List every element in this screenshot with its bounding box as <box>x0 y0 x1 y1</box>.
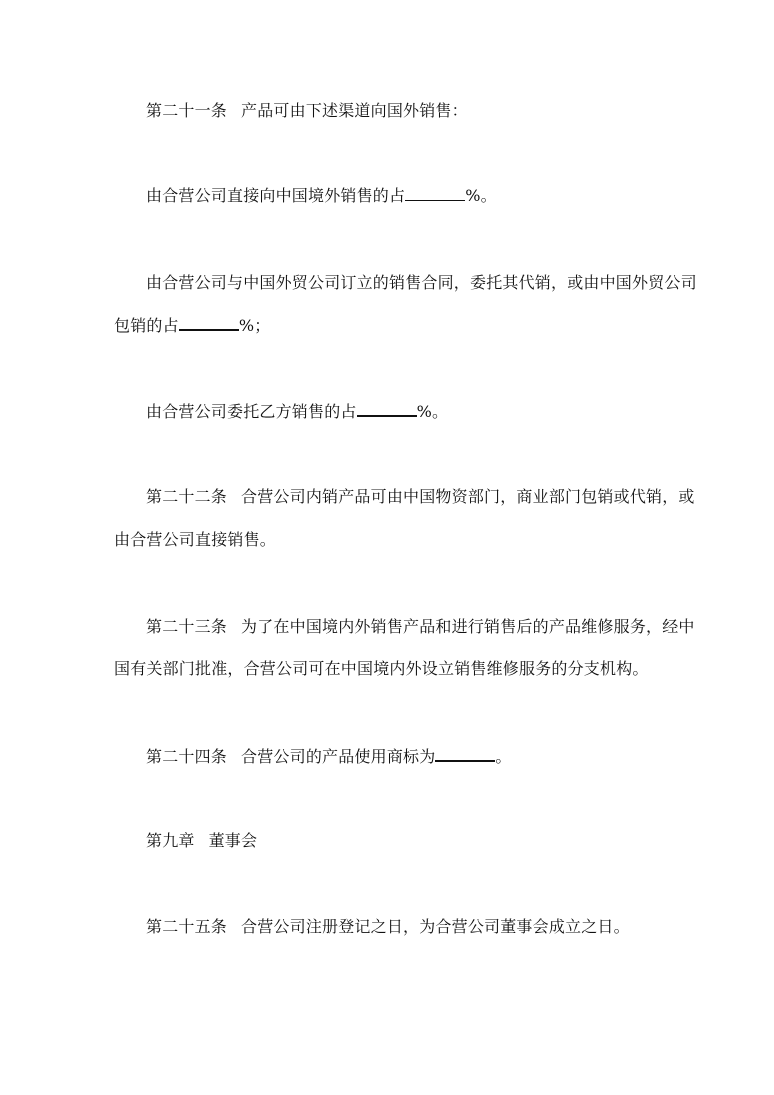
fill-in-blank <box>435 746 495 762</box>
chapter-9-heading <box>146 831 257 851</box>
article-number: 第二十二条 <box>146 487 228 506</box>
article-23-heading <box>146 617 695 637</box>
chapter-number: 第九章 <box>146 831 195 850</box>
channel-party-b-sales <box>146 401 448 422</box>
article-24-heading <box>146 746 512 767</box>
period-suffix: 。 <box>495 747 512 766</box>
article-text: 为了在中国境内外销售产品和进行销售后的产品维修服务，经中 <box>241 617 695 636</box>
article-number: 第二十一条 <box>146 101 228 120</box>
article-number: 第二十四条 <box>146 747 228 766</box>
percent-suffix: %； <box>238 316 271 335</box>
article-21-heading <box>146 101 468 121</box>
article-25-heading <box>146 917 630 937</box>
article-22-continued <box>114 530 276 550</box>
article-text: 合营公司内销产品可由中国物资部门，商业部门包销或代销，或 <box>241 487 695 506</box>
percent-suffix: %。 <box>465 186 497 205</box>
paragraph-text: 由合营公司委托乙方销售的占 <box>146 402 357 421</box>
article-text: 产品可由下述渠道向国外销售： <box>241 101 468 120</box>
channel-agency-sales <box>146 273 697 293</box>
article-23-continued <box>114 659 649 679</box>
paragraph-text: 国有关部门批准，合营公司可在中国境内外设立销售维修服务的分支机构。 <box>114 659 649 678</box>
paragraph-text: 包销的占 <box>114 316 179 335</box>
fill-in-blank <box>179 315 239 331</box>
paragraph-text: 由合营公司直接销售。 <box>114 530 277 549</box>
channel-agency-sales-continued <box>114 315 270 336</box>
percent-suffix: %。 <box>416 402 449 421</box>
channel-direct-export <box>146 186 497 206</box>
chapter-title: 董事会 <box>208 831 258 850</box>
paragraph-text: 由合营公司直接向中国境外销售的占 <box>146 186 406 205</box>
article-number: 第二十三条 <box>146 617 228 636</box>
paragraph-text: 由合营公司与中国外贸公司订立的销售合同，委托其代销，或由中国外贸公司 <box>146 273 697 292</box>
article-text: 合营公司注册登记之日，为合营公司董事会成立之日。 <box>241 917 630 936</box>
fill-in-blank <box>405 186 465 201</box>
article-22-heading <box>146 487 695 507</box>
article-text: 合营公司的产品使用商标为 <box>241 747 436 766</box>
fill-in-blank <box>357 401 417 417</box>
article-number: 第二十五条 <box>146 917 228 936</box>
